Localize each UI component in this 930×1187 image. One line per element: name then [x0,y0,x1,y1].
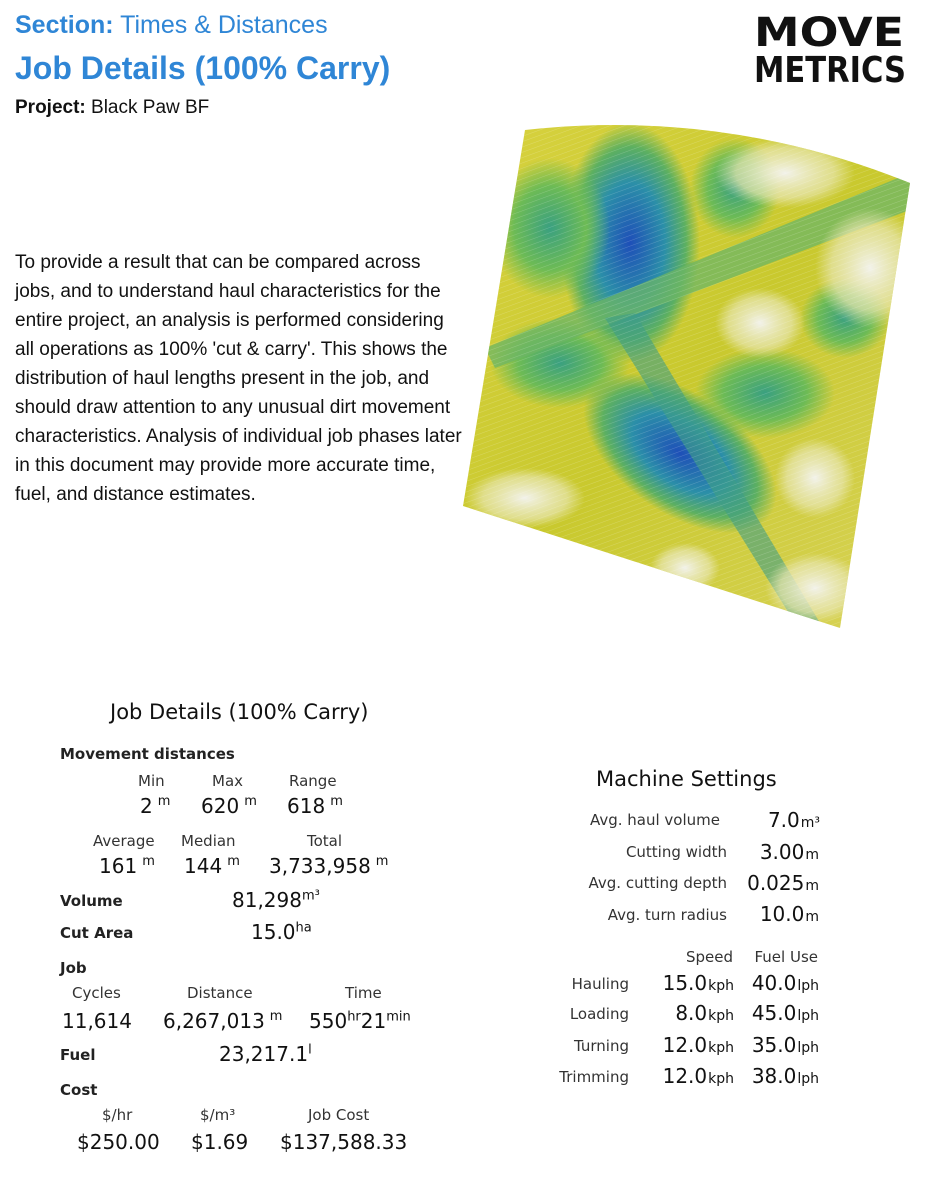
total-label: Total [307,832,343,850]
turn-radius-value: 10.0m [759,902,819,926]
cutting-width-label: Cutting width [625,843,727,861]
haul-volume-label: Avg. haul volume [589,811,720,829]
per-hour-label: $/hr [102,1106,133,1124]
haul-volume-value: 7.0m³ [767,808,820,832]
hauling-fuel: 40.0lph [751,971,819,995]
time-label: Time [345,984,382,1002]
intro-paragraph: To provide a result that can be compared across jobs, and to understand haul characteristics for the entire project, an analysis is performed considering all operations as 100% 'cut & carry'. This shows the distribution of haul lengths present in the job, and should draw attention to any unusual dirt movement characteristics. Analysis of individual job phases later in this document may provide more accurate time, fuel, and distance estimates. [15,252,462,505]
logo-line-2: METRICS [754,50,906,91]
loading-speed: 8.0kph [675,1001,734,1025]
median-value: 144 $^m$ [184,854,240,878]
section-value: Times & Distances [120,11,328,39]
job-details-title: Job Details (100% Carry) [110,700,369,724]
trimming-fuel: 38.0lph [751,1064,819,1088]
per-hour-value: $250.00 [77,1130,160,1154]
loading-fuel: 45.0lph [751,1001,819,1025]
min-label: Min [138,772,165,790]
job-cost-label: Job Cost [308,1106,370,1124]
page-title: Job Details (100% Carry) [15,50,391,86]
loading-label: Loading [569,1005,629,1023]
job-cost-value: $137,588.33 [280,1130,408,1154]
per-cubic-meter-label: $/m³ [200,1106,236,1124]
logo-line-1: MOVE [754,10,904,56]
max-label: Max [212,772,244,790]
project-label: Project: [15,97,86,118]
cutting-width-value: 3.00m [759,840,819,864]
range-value: 618 $^m$ [287,794,343,818]
distance-value: 6,267,013 $^m$ [163,1009,283,1033]
turning-label: Turning [574,1037,629,1055]
trimming-label: Trimming [559,1068,629,1086]
time-value: $550^{hr}21^{min}$ [309,1009,411,1033]
trimming-speed: 12.0kph [662,1064,734,1088]
median-label: Median [181,832,236,850]
project-value: Black Paw BF [91,97,210,118]
speed-header: Speed [685,948,733,966]
volume-value: $81,298^{m^3}$ [232,888,320,912]
total-value: 3,733,958 $^m$ [269,854,389,878]
max-value: 620 $^m$ [201,794,257,818]
per-cubic-meter-value: $1.69 [191,1130,249,1154]
movement-distances-label: Movement distances [60,745,235,763]
fuel-label: Fuel [60,1046,96,1064]
terrain-heatmap-image [455,118,925,638]
cost-label: Cost [60,1081,98,1099]
average-label: Average [93,832,155,850]
min-value: 2 $^m$ [140,794,171,818]
hauling-label: Hauling [571,975,629,993]
distance-label: Distance [187,984,253,1002]
cycles-label: Cycles [72,984,121,1002]
fuel-value: 23,217.1$^l$ [219,1042,312,1066]
cutting-depth-label: Avg. cutting depth [588,874,727,892]
cutting-depth-value: 0.025m [747,871,819,895]
hauling-speed: 15.0kph [662,971,734,995]
turning-fuel: 35.0lph [751,1033,819,1057]
cut-area-value: 15.0$^{ha}$ [251,920,312,944]
fuel-use-header: Fuel Use [754,948,818,966]
cycles-value: 11,614 [62,1009,132,1033]
move-metrics-logo [752,8,912,91]
machine-settings-title: Machine Settings [596,767,777,791]
job-label: Job [60,959,87,977]
project-line [15,97,209,119]
range-label: Range [289,772,337,790]
turning-speed: 12.0kph [662,1033,734,1057]
cut-area-label: Cut Area [60,924,134,942]
average-value: 161 $^m$ [99,854,155,878]
turn-radius-label: Avg. turn radius [607,906,727,924]
section-label: Section: [15,11,114,39]
volume-label: Volume [60,892,123,910]
section-heading [15,11,328,40]
